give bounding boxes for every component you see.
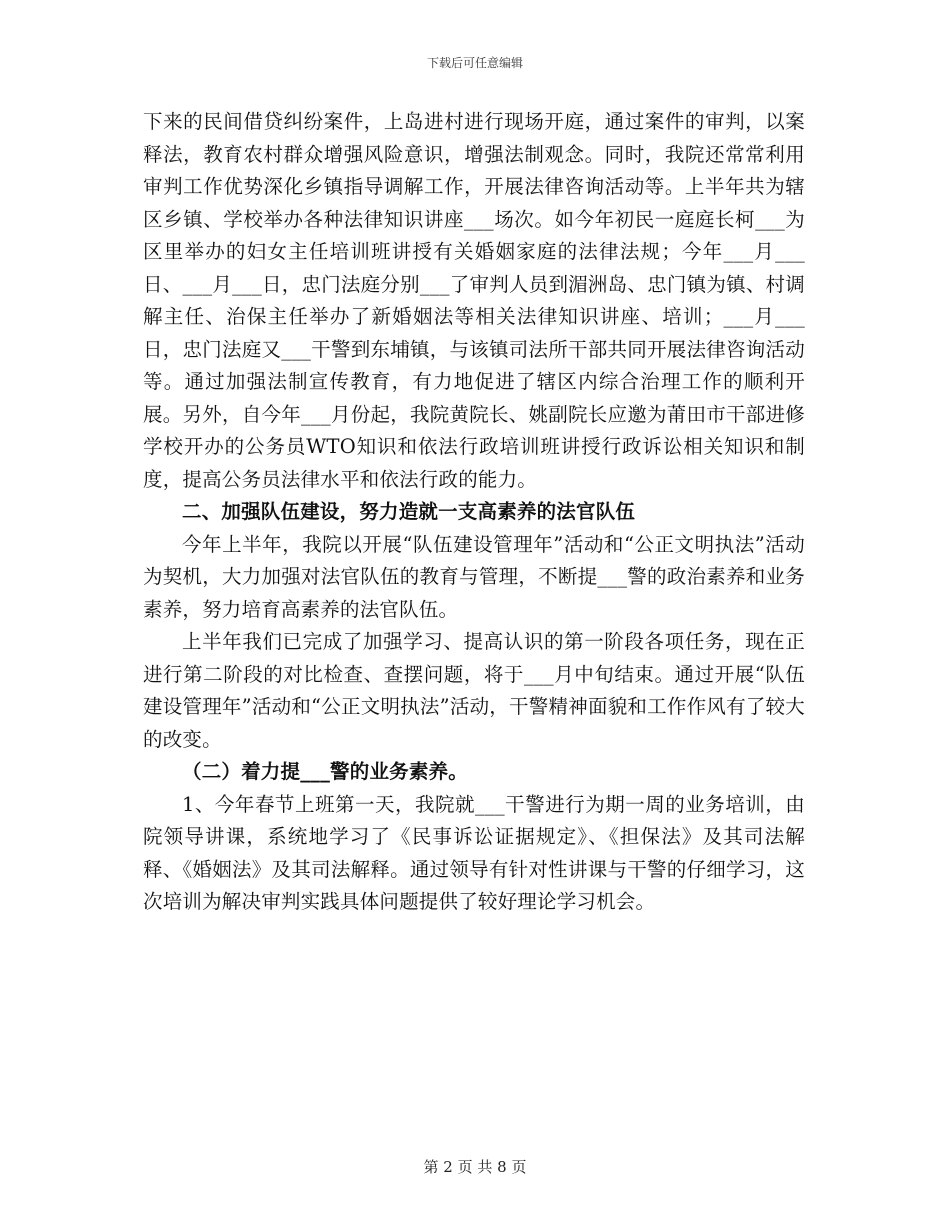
section-heading: 二、加强队伍建设，努力造就一支高素养的法官队伍 [182, 500, 636, 523]
page-header: 下载后可任意编辑 [426, 56, 523, 70]
page-number: 第 2 页 共 8 页 [423, 1158, 527, 1176]
subsection-heading: （二）着力提___警的业务素养。 [182, 760, 468, 783]
paragraph: 1、今年春节上班第一天，我院就___干警进行为期一周的业务培训，由院领导讲课，系统地学习了《民事诉讼证据规定》、《担保法》及其司法解释、《婚姻法》及其司法解释。通过领导有针对性讲课与干警的仔细学习，这次培训为解决审判实践具体问题提供了较好理论学习机会。 [143, 792, 805, 913]
paragraph-continued: 下来的民间借贷纠纷案件，上岛进村进行现场开庭，通过案件的审判，以案释法，教育农村群众增强风险意识，增强法制观念。同时，我院还常常利用审判工作优势深化乡镇指导调解工作，开展法律咨询活动等。上半年共为辖区乡镇、学校举办各种法律知识讲座___场次。如今年初民一庭庭长柯___为区里举办的妇女主任培训班讲授有关婚姻家庭的法律法规；今年___月___日、___月___日，忠门法庭分别___了审判人员到湄洲岛、忠门镇为镇、村调解主任、治保主任举办了新婚姻法等相关法律知识讲座、培训；___月___日，忠门法庭又___干警到东埔镇，与该镇司法所干部共同开展法律咨询活动等。通过加强法制宣传教育，有力地促进了辖区内综合治理工作的顺利开展。另外，自今年___月份起，我院黄院长、姚副院长应邀为莆田市干部进修学校开办的公务员WTO知识和依法行政培训班讲授行政诉讼相关知识和制度，提高公务员法律水平和依法行政的能力。 [143, 110, 805, 491]
paragraph: 上半年我们已完成了加强学习、提高认识的第一阶段各项任务，现在正进行第二阶段的对比检查、查摆问题，将于___月中旬结束。通过开展“队伍建设管理年”活动和“公正文明执法”活动，干警精神面貌和工作作风有了较大的改变。 [143, 630, 805, 751]
document-body [143, 106, 805, 919]
paragraph: 今年上半年，我院以开展“队伍建设管理年”活动和“公正文明执法”活动为契机，大力加强对法官队伍的教育与管理，不断提___警的政治素养和业务素养，努力培育高素养的法官队伍。 [143, 532, 805, 621]
